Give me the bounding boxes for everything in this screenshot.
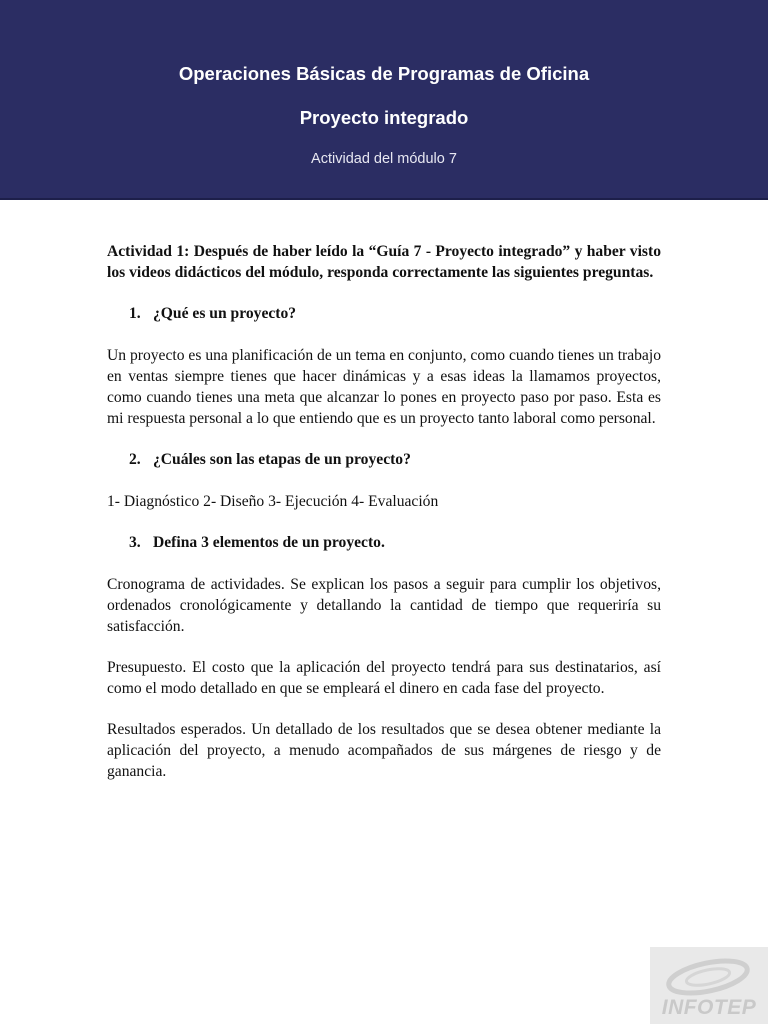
infotep-watermark: [650, 947, 768, 1024]
question-number: 3.: [129, 534, 141, 551]
question-text: ¿Cuáles son las etapas de un proyecto?: [153, 451, 411, 468]
question-text: Defina 3 elementos de un proyecto.: [153, 534, 385, 551]
answer-paragraph: Un proyecto es una planificación de un tema en conjunto, como cuando tienes un trabajo en ventas siempre tienes que hacer dinámicas y a esas ideas la llamamos proyectos, como cuando tienes una meta que alcanzar lo pones en proyecto paso por paso. Esta es mi respuesta personal a lo que entiendo que es un proyecto tanto laboral como personal.: [107, 347, 661, 427]
answer-paragraph: Presupuesto. El costo que la aplicación del proyecto tendrá para sus destinatarios, así como el modo detallado en que se empleará el dinero en cada fase del proyecto.: [107, 659, 661, 697]
project-title: Proyecto integrado: [299, 107, 469, 128]
course-title: Operaciones Básicas de Programas de Oficina: [178, 63, 590, 84]
question-1: [107, 303, 661, 324]
question-text: ¿Qué es un proyecto?: [153, 305, 297, 322]
question-number: 1.: [129, 305, 141, 322]
watermark-text: INFOTEP: [661, 996, 757, 1019]
question-number: 2.: [129, 451, 141, 468]
answer-paragraph: Cronograma de actividades. Se explican los pasos a seguir para cumplir los objetivos, ordenados cronológicamente y detallando la cantidad de tiempo que requeriría su satisfacción.: [107, 576, 661, 635]
activity-instructions: Actividad 1: Después de haber leído la “Guía 7 - Proyecto integrado” y haber visto los videos didácticos del módulo, responda correctamente las siguientes preguntas.: [107, 243, 661, 281]
document-body: [107, 241, 661, 802]
question-3: [107, 532, 661, 553]
answer-paragraph: Resultados esperados. Un detallado de los resultados que se desea obtener mediante la aplicación del proyecto, a menudo acompañados de sus márgenes de riesgo y de ganancia.: [107, 721, 661, 780]
question-2: [107, 449, 661, 470]
module-activity-label: Actividad del módulo 7: [311, 151, 457, 167]
header-banner: [0, 0, 768, 200]
answer-paragraph: 1- Diagnóstico 2- Diseño 3- Ejecución 4- Evaluación: [107, 493, 439, 510]
